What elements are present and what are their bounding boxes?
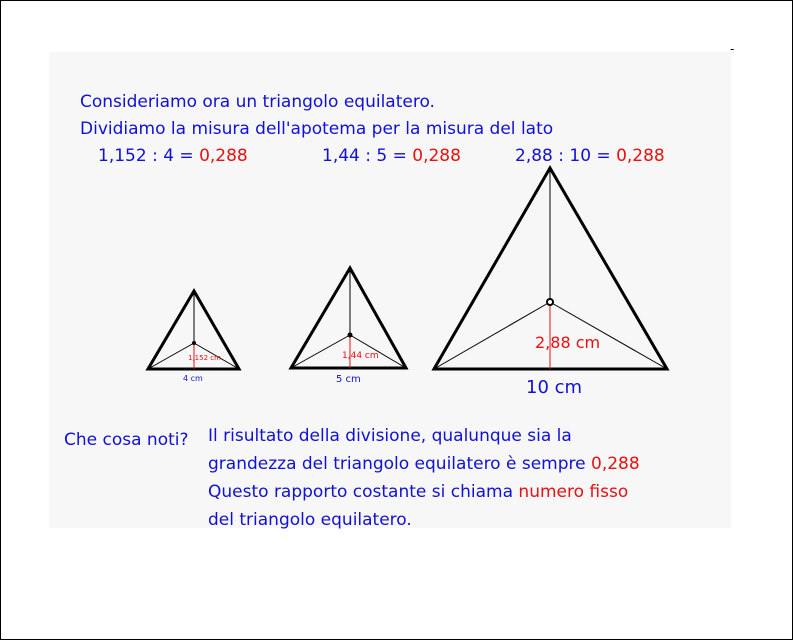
intro-line-2: Dividiamo la misura dell'apotema per la misura del lato	[80, 119, 554, 139]
intro-line-1: Consideriamo ora un triangolo equilatero.	[80, 92, 435, 112]
answer-line-2	[208, 452, 640, 476]
triangle-medium-apothem-label: 1,44 cm	[342, 351, 379, 361]
answer-line-4: del triangolo equilatero.	[208, 510, 412, 530]
answer-line-3-text: Questo rapporto costante si chiama	[208, 482, 519, 502]
answer-constant-value: 0,288	[591, 454, 640, 474]
triangle-large-radius-left	[434, 302, 550, 369]
ratio-3-expression: 2,88 : 10 =	[515, 146, 617, 166]
ratio-1-expression: 1,152 : 4 =	[98, 146, 200, 166]
triangle-medium-side-label: 5 cm	[336, 374, 361, 385]
triangle-medium	[291, 268, 406, 385]
ratio-1-result: 0,288	[199, 146, 248, 166]
triangle-large-apothem-label: 2,88 cm	[535, 333, 601, 352]
ratio-3-result: 0,288	[616, 146, 665, 166]
triangle-medium-center	[348, 333, 353, 338]
answer-fixed-number-term: numero fisso	[518, 482, 629, 502]
triangle-large	[434, 168, 667, 398]
triangle-small-apothem-label: 1,152 cm	[188, 354, 221, 362]
triangle-large-side-label: 10 cm	[526, 377, 583, 398]
triangle-small-center	[192, 341, 196, 345]
triangle-large-center	[547, 299, 553, 305]
answer-line-1: Il risultato della divisione, qualunque sia la	[208, 426, 572, 446]
answer-line-3	[208, 480, 628, 504]
ratio-2-result: 0,288	[412, 146, 461, 166]
corner-mark: -	[730, 42, 735, 56]
ratio-2-expression: 1,44 : 5 =	[322, 146, 413, 166]
answer-line-2-text: grandezza del triangolo equilatero è sempre	[208, 454, 591, 474]
triangle-small-side-label: 4 cm	[183, 374, 203, 383]
triangle-small	[148, 291, 239, 383]
question-text: Che cosa noti?	[64, 430, 189, 450]
